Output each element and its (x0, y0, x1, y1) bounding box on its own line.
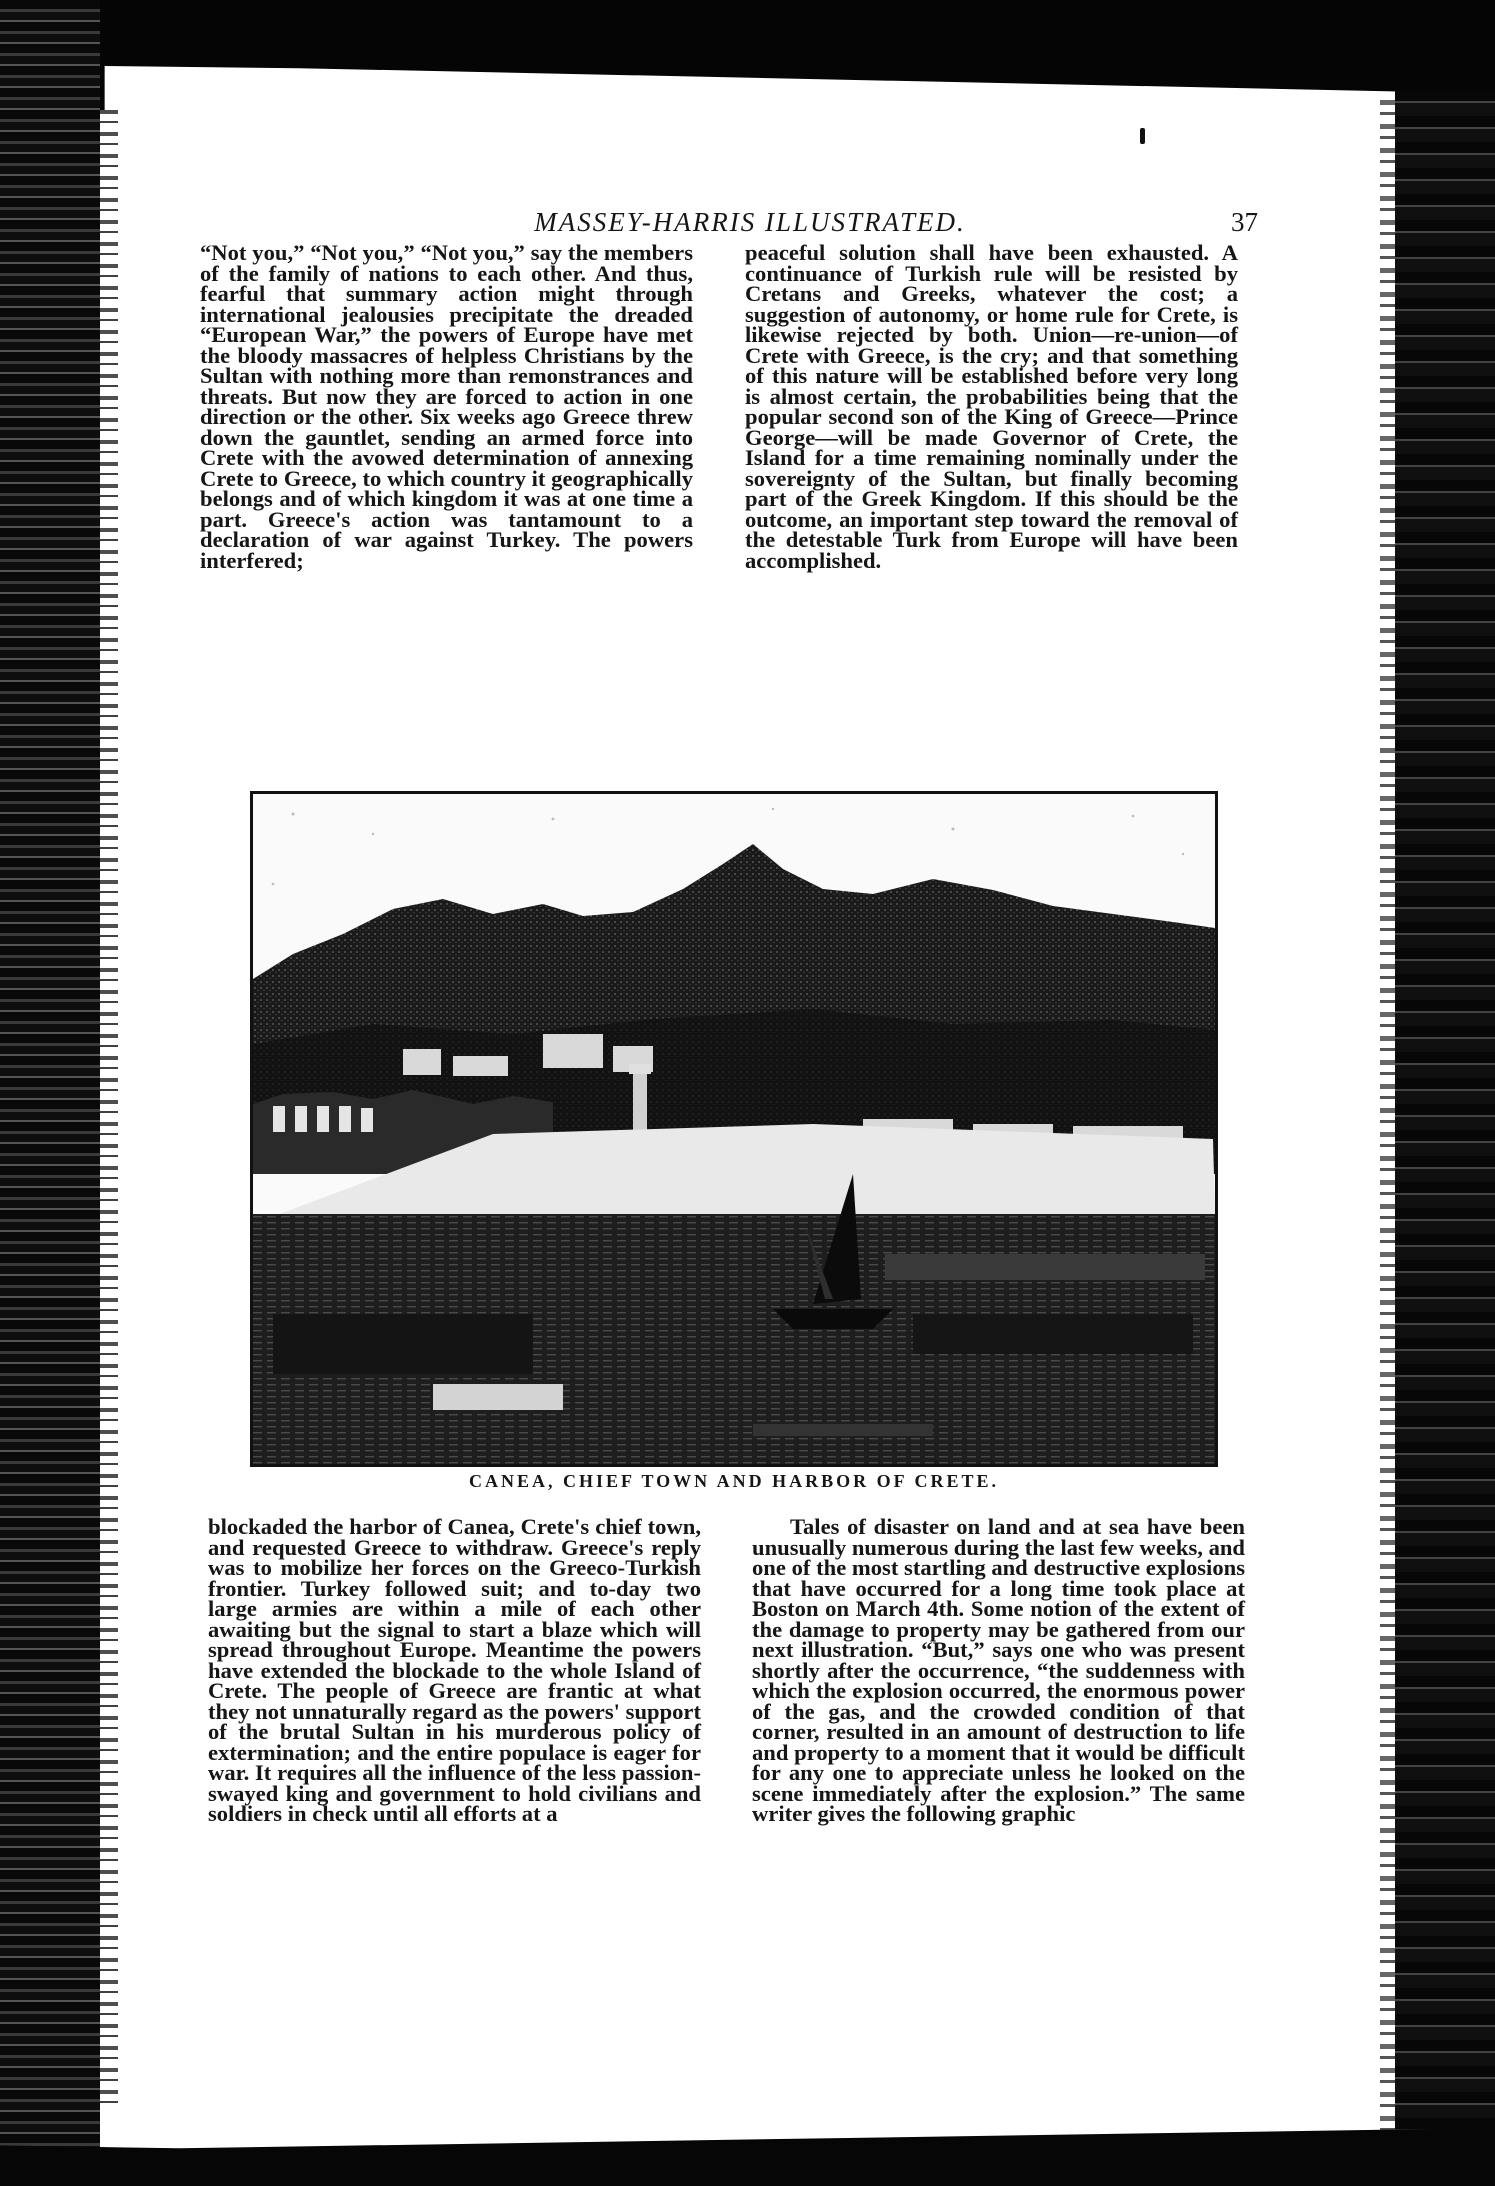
column-top-right (745, 240, 1238, 573)
page-number: 37 (1231, 207, 1258, 237)
harbor-engraving (253, 794, 1215, 1464)
column-bottom-right (752, 1514, 1245, 1826)
scan-border-bottom (0, 2128, 1495, 2186)
paragraph: “Not you,” “Not you,” “Not you,” say the members of the family of nations to each other. And thus, fearful that summary action might through international jealousies precipitate the dreaded “European War,” the powers of Europe have met the bloody massacres of helpless Christians by the Sultan with nothing more than remonstrances and threats. But now they are forced to action in one direction or the other. Six weeks ago Greece threw down the gauntlet, sending an armed force into Crete with the avowed determination of annexing Crete to Greece, to which country it geographically belongs and of which kingdom it was at one time a part. Greece's action was tantamount to a declaration of war against Turkey. The powers interfered; (200, 240, 693, 573)
figure-caption: CANEA, CHIEF TOWN AND HARBOR OF CRETE. (468, 1471, 1000, 1491)
paragraph: blockaded the harbor of Canea, Crete's chief town, and requested Greece to withdraw. Greece's reply was to mobilize her forces on the Greeco-Turkish frontier. Turkey followed suit; and to-day two large armies are within a mile of each other awaiting but the signal to start a blaze which will spread throughout Europe. Meantime the powers have extended the blockade to the whole Island of Crete. The people of Greece are frantic at what they not unnaturally regard as the powers' support of the brutal Sultan in his murderous policy of extermination; and the entire populace is eager for war. It requires all the influence of the less passion-swayed king and government to hold civilians and soldiers in check until all efforts at a (208, 1514, 701, 1826)
paragraph: Tales of disaster on land and at sea have been unusually numerous during the last few weeks, and one of the most startling and destructive explosions that have occurred for a long time took place at Boston on March 4th. Some notion of the extent of the damage to property may be gathered from our next illustration. “But,” says one who was present shortly after the occurrence, “the suddenness with which the explosion occurred, the enormous power of the gas, and the crowded condition of that corner, resulted in an amount of destruction to life and property to a moment that it would be difficult for any one to appreciate unless he looked on the scene immediately after the explosion.” The same writer gives the following graphic (752, 1514, 1245, 1826)
scan-border-top (0, 0, 1495, 110)
scan-binding-noise-right (1380, 100, 1395, 2160)
canea-harbor-illustration (250, 791, 1218, 1467)
scan-binding-noise-left (100, 110, 118, 2110)
scan-speck (1140, 128, 1145, 144)
column-top-left (200, 240, 693, 573)
column-bottom-left (208, 1514, 701, 1826)
running-title: MASSEY-HARRIS ILLUSTRATED. (534, 207, 966, 237)
scan-border-right (1395, 90, 1495, 2186)
scan-border-left (0, 0, 100, 2186)
paragraph: peaceful solution shall have been exhausted. A continuance of Turkish rule will be resisted by Cretans and Greeks, whatever the cost; a suggestion of autonomy, or home rule for Crete, is likewise rejected by both. Union—re-union—of Crete with Greece, is the cry; and that something of this nature will be established before very long is almost certain, the probabilities being that the popular second son of the King of Greece—Prince George—will be made Governor of Crete, the Island for a time remaining nominally under the sovereignty of the Sultan, but finally becoming part of the Greek Kingdom. If this should be the outcome, an important step toward the removal of the detestable Turk from Europe will have been accomplished. (745, 240, 1238, 573)
